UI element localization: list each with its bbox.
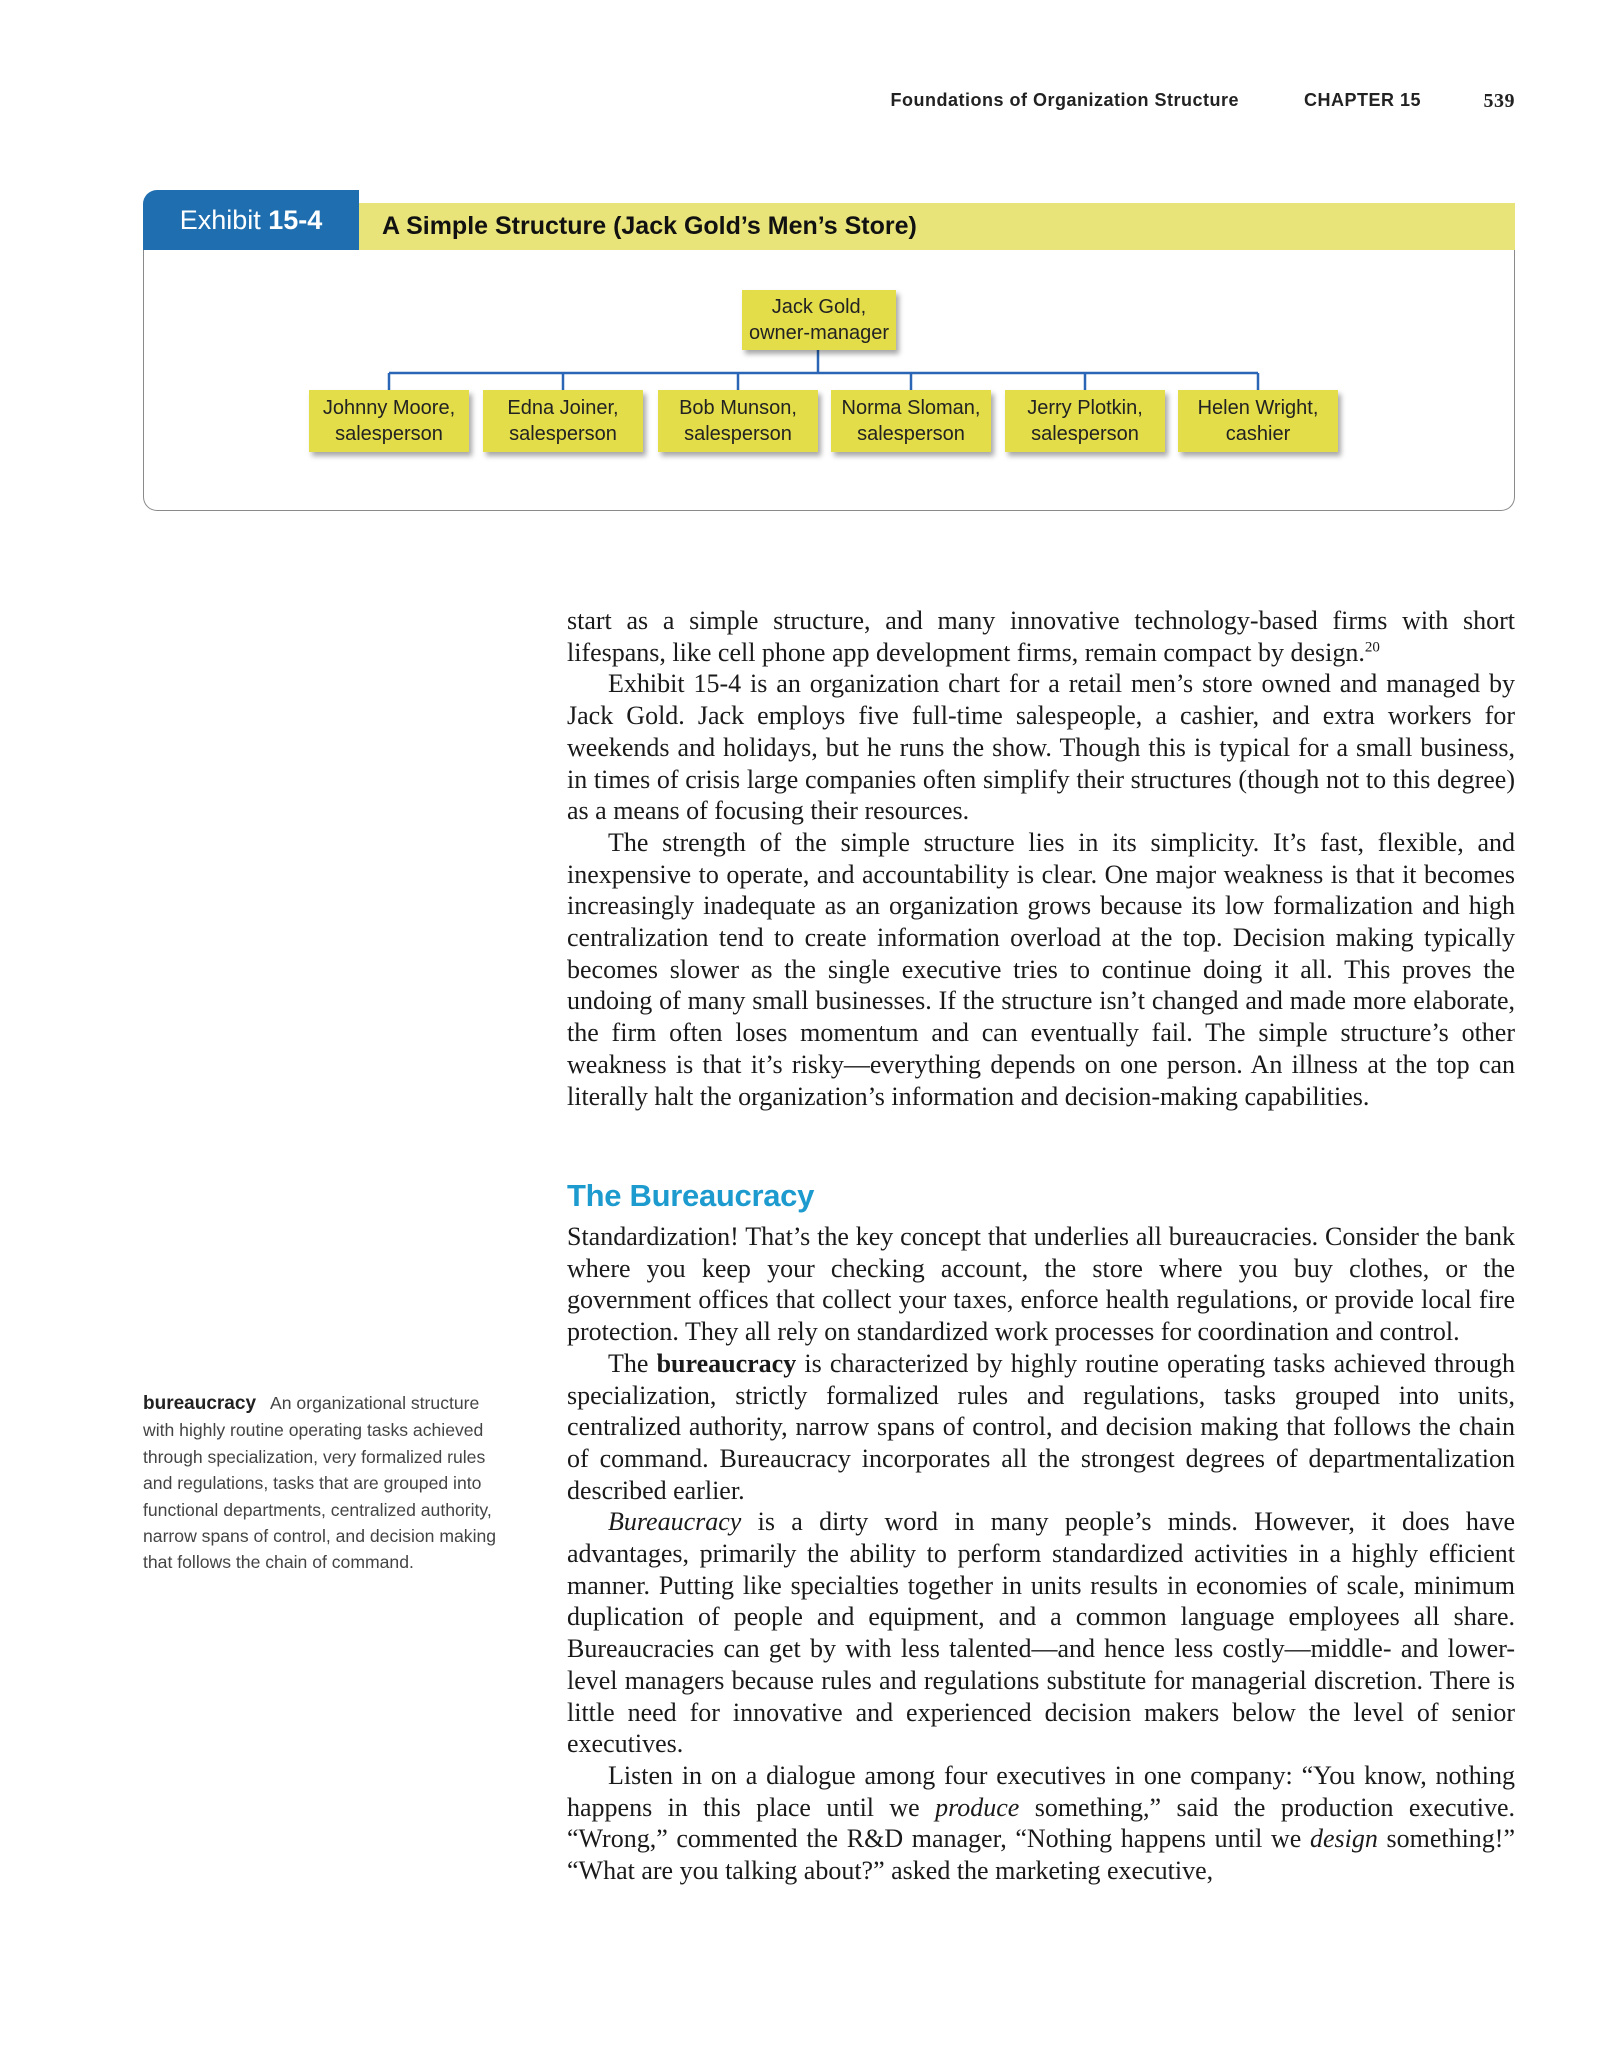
node-role: salesperson (857, 423, 965, 445)
node-name: Helen Wright, (1197, 397, 1319, 419)
footnote-ref: 20 (1364, 639, 1380, 656)
node-role: owner-manager (748, 322, 890, 344)
paragraph (567, 1506, 1515, 1760)
margin-glossary (143, 1390, 515, 1576)
exhibit-title: A Simple Structure (Jack Gold’s Men’s Store) (359, 203, 1515, 250)
node-role: salesperson (335, 423, 443, 445)
glossary-definition: An organizational structure with highly routine operating tasks achieved through specialization, very formalized rules and regulations, tasks that are grouped into functional departments, centralized authority, narrow spans of control, and decision making that follows the chain of command. (143, 1393, 497, 1573)
org-node-employee (831, 390, 991, 452)
org-node-employee (658, 390, 818, 452)
emphasis: produce (935, 1792, 1020, 1822)
paragraph-text: The strength of the simple structure lies in its simplicity. It’s fast, flexible, and inexpensive to operate, and accountability is clear. One major weakness is that it becomes increasingly inadequate as an organization grows because its low formalization and high centralization tend to create information overload at the top. Decision making typically becomes slower as the single executive tries to continue doing it all. This proves the undoing of many small businesses. If the structure isn’t changed and made more elaborate, the firm often loses momentum and can eventually fail. The simple structure’s other weakness is that it’s risky—everything depends on one person. An illness at the top can literally halt the organization’s information and decision-making capabilities. (567, 827, 1515, 1111)
node-name: Jack Gold, (771, 296, 867, 318)
text-run: is a dirty word in many people’s minds. However, it does have advantages, primarily the ability to perform standardized activities in a highly efficient manner. Putting like specialties together in units results in economies of scale, minimum duplication of people and equipment, and a common language employees all share. Bureaucracies can get by with less talented—and hence less costly—middle- and lower-level managers because rules and regulations substitute for managerial discretion. There is little need for innovative and experienced decision makers below the level of senior executives. (567, 1507, 1515, 1759)
org-node-employee (1005, 390, 1165, 452)
key-term: bureaucracy (656, 1348, 797, 1378)
text-run: something,” said the production executive. “Wrong,” commented the R&D manager, “Nothing happens until we (567, 1792, 1515, 1854)
exhibit-15-4 (143, 190, 1515, 512)
exhibit-label-number: 15-4 (268, 205, 323, 235)
text-run: something!” “What are you talking about?” asked the marketing executive, (567, 1824, 1516, 1886)
paragraph-text: Standardization! That’s the key concept that underlies all bureaucracies. Consider the bank where you keep your checking account, the store where you buy clothes, or the government offices that collect your taxes, enforce health regulations, or provide local fire protection. They all rely on standardized work processes for coordination and control. (567, 1222, 1515, 1347)
node-name: Jerry Plotkin, (1027, 397, 1143, 419)
org-node-employee (483, 390, 643, 452)
glossary-term: bureaucracy (143, 1393, 257, 1414)
paragraph (567, 605, 1515, 668)
section-title: Foundations of Organization Structure (890, 90, 1239, 110)
node-role: cashier (1225, 423, 1291, 445)
paragraph (567, 1221, 1515, 1348)
emphasis: Bureaucracy (608, 1507, 742, 1537)
node-role: salesperson (1031, 423, 1139, 445)
running-header (0, 90, 1515, 116)
node-role: salesperson (684, 423, 792, 445)
chapter-label: CHAPTER 15 (1303, 90, 1421, 110)
paragraph (567, 1348, 1515, 1507)
paragraph-text: Exhibit 15-4 is an organization chart for a retail men’s store owned and managed by Jack Gold. Jack employs five full-time salespeople, a cashier, and extra workers for weekends and holidays, but he runs the show. Though this is typical for a small business, in times of crisis large companies often simplify their structures (though not to this degree) as a means of focusing their resources. (567, 669, 1515, 826)
paragraph (567, 1760, 1515, 1887)
paragraph-text: start as a simple structure, and many innovative technology-based firms with short lifespans, like cell phone app development firms, remain compact by design. (567, 606, 1515, 667)
text-run: Listen in on a dialogue among four executives in one company: “You know, nothing happens in this place until we (567, 1760, 1515, 1822)
text-run: is characterized by highly routine operating tasks achieved through specialization, strictly formalized rules and regulations, tasks grouped into units, centralized authority, narrow spans of control, and decision making that follows the chain of command. Bureaucracy incorporates all the strongest degrees of departmentalization described earlier. (567, 1348, 1515, 1505)
paragraph (567, 668, 1515, 827)
org-node-employee (309, 390, 469, 452)
body-text-upper (567, 605, 1515, 1112)
node-role: salesperson (509, 423, 617, 445)
org-node-owner (742, 290, 896, 350)
paragraph (567, 827, 1515, 1112)
exhibit-label-prefix: Exhibit (179, 205, 269, 235)
node-name: Edna Joiner, (507, 397, 619, 419)
text-run: The (608, 1348, 657, 1378)
node-name: Norma Sloman, (841, 397, 981, 419)
node-name: Johnny Moore, (322, 397, 456, 419)
node-name: Bob Munson, (679, 397, 797, 419)
body-text-lower (567, 1221, 1515, 1887)
page-number: 539 (1483, 90, 1515, 112)
org-node-employee (1178, 390, 1338, 452)
org-chart-connectors (143, 190, 1515, 512)
emphasis: design (1309, 1824, 1378, 1854)
section-heading: The Bureaucracy (567, 1178, 815, 1213)
